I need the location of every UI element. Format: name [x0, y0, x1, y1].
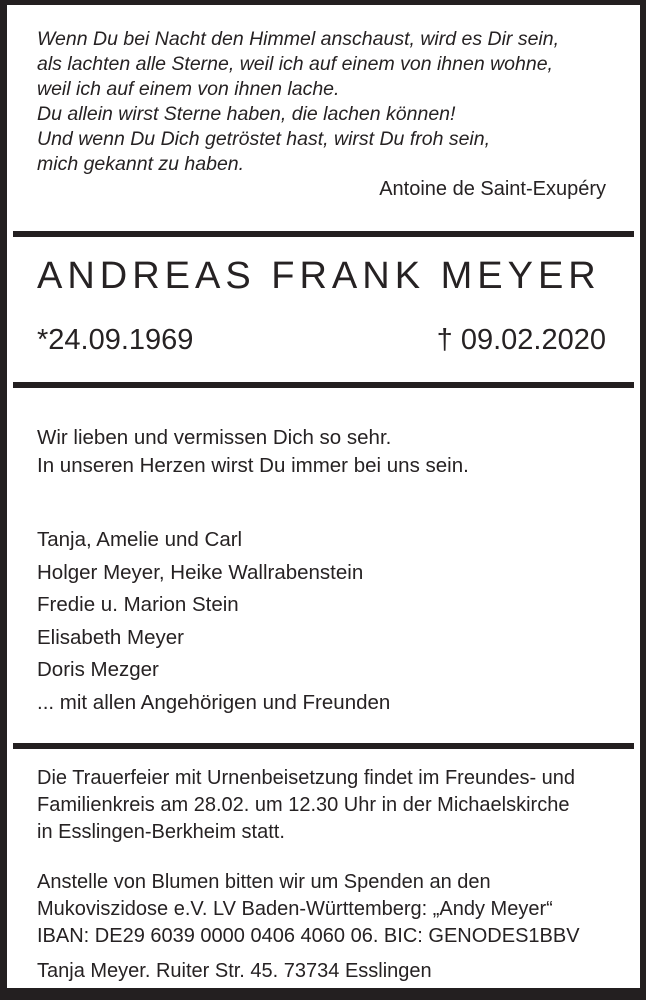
quote-line: als lachten alle Sterne, weil ich auf einem von ihnen wohne, — [37, 53, 553, 75]
birth-date: *24.09.1969 — [37, 324, 194, 356]
contact-address: Tanja Meyer. Ruiter Str. 45. 73734 Esslingen — [37, 960, 432, 982]
divider-above-name — [13, 231, 634, 237]
funeral-details-line: Die Trauerfeier mit Urnenbeisetzung findet im Freundes- und — [37, 767, 576, 789]
mourner-item: Tanja, Amelie und Carl — [37, 528, 243, 551]
name-section — [7, 256, 640, 356]
memorial-quote — [37, 27, 606, 177]
funeral-details — [37, 765, 606, 846]
mourner-item: Doris Mezger — [37, 658, 159, 681]
condolence-text — [37, 424, 606, 480]
quote-line: Und wenn Du Dich getröstet hast, wirst Du froh sein, — [37, 128, 491, 150]
deceased-name: ANDREAS FRANK MEYER — [37, 255, 601, 297]
mourners-list — [37, 524, 606, 719]
death-date: † 09.02.2020 — [436, 324, 606, 356]
quote-line: weil ich auf einem von ihnen lache. — [37, 78, 340, 100]
mourner-item: Elisabeth Meyer — [37, 625, 184, 649]
quote-line: mich gekannt zu haben. — [37, 153, 245, 175]
mourner-item: ... mit allen Angehörigen und Freunden — [37, 690, 391, 714]
funeral-details-line: in Esslingen-Berkheim statt. — [37, 821, 285, 843]
family-section — [7, 388, 640, 719]
condolence-line: Wir lieben und vermissen Dich so sehr. — [37, 426, 392, 449]
donation-details-line: IBAN: DE29 6039 0000 0406 4060 06. BIC: GENODES1BBV — [37, 925, 580, 947]
mourner-item: Holger Meyer, Heike Wallrabenstein — [37, 560, 364, 584]
donation-details — [37, 869, 606, 950]
life-dates — [37, 324, 606, 356]
service-section — [7, 749, 640, 985]
condolence-line: In unseren Herzen wirst Du immer bei uns sein. — [37, 454, 469, 477]
mourner-item: Fredie u. Marion Stein — [37, 593, 239, 616]
quote-line: Wenn Du bei Nacht den Himmel anschaust, wird es Dir sein, — [37, 28, 560, 50]
quote-section — [7, 5, 640, 202]
donation-details-line: Mukoviszidose e.V. LV Baden-Württemberg: „Andy Meyer“ — [37, 898, 553, 920]
donation-details-line: Anstelle von Blumen bitten wir um Spenden an den — [37, 871, 491, 893]
funeral-details-line: Familienkreis am 28.02. um 12.30 Uhr in der Michaelskirche — [37, 794, 570, 816]
quote-attribution: Antoine de Saint-Exupéry — [379, 178, 606, 200]
quote-line: Du allein wirst Sterne haben, die lachen können! — [37, 103, 456, 125]
